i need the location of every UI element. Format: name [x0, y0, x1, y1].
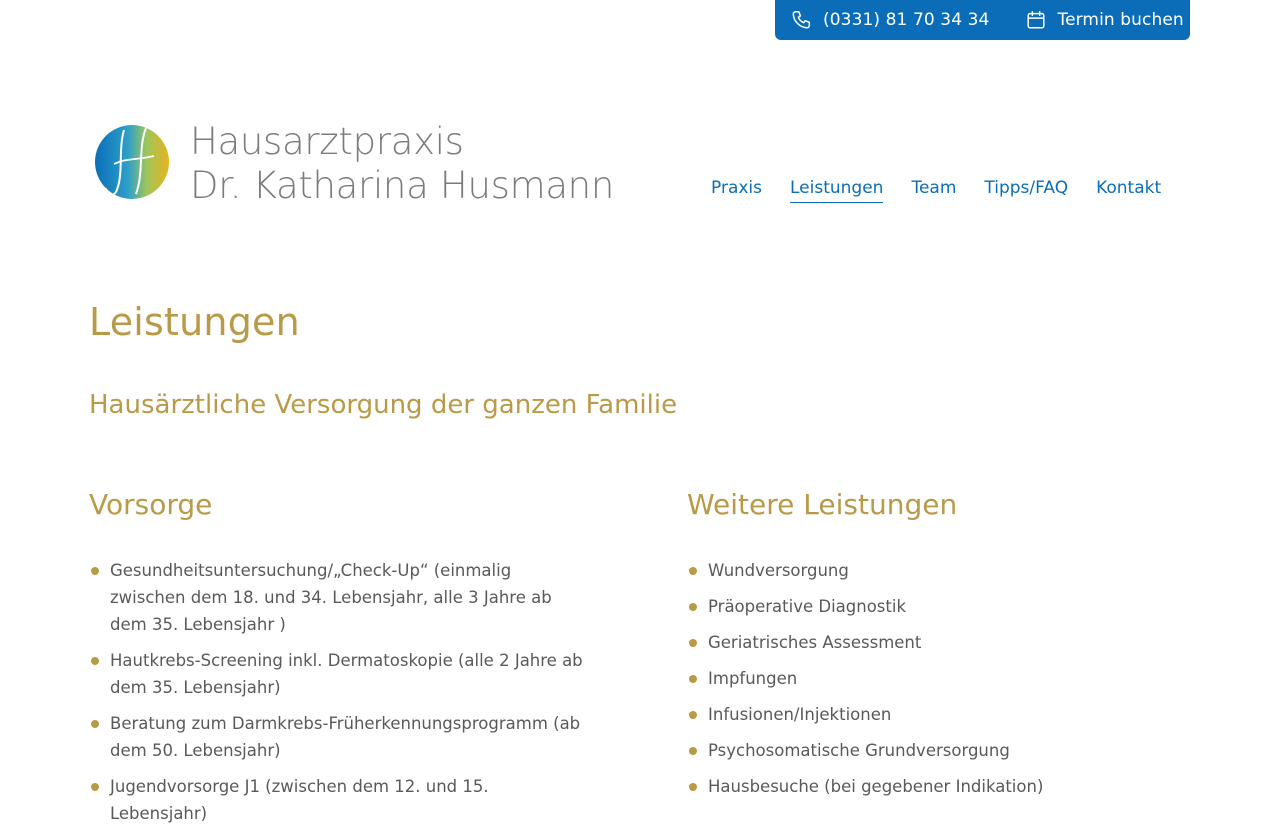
logo-mark-icon — [94, 120, 170, 200]
list-item — [687, 737, 1187, 764]
top-contact-bar — [775, 0, 1190, 40]
page-subtitle: Hausärztliche Versorgung der ganzen Familie — [89, 390, 678, 420]
list-item-text: Präoperative Diagnostik — [708, 597, 907, 616]
nav-item-team[interactable]: Team — [911, 178, 957, 198]
nav-item-leistungen[interactable]: Leistungen — [790, 178, 883, 203]
logo-line-1: Hausarztpraxis — [190, 120, 464, 163]
list-item — [687, 773, 1187, 800]
list-item-text: Hausbesuche (bei gegebener Indikation) — [708, 777, 1044, 796]
calendar-icon — [1025, 9, 1047, 31]
main-navigation — [711, 178, 1161, 203]
list-item — [89, 773, 589, 827]
list-item — [89, 557, 589, 638]
list-item-text: Beratung zum Darmkrebs-Früherkennungsprogramm (ab dem 50. Lebensjahr) — [110, 714, 581, 760]
bullet-icon — [91, 657, 99, 665]
list-item-text: Infusionen/Injektionen — [708, 705, 892, 724]
phone-number: (0331) 81 70 34 34 — [823, 10, 990, 30]
weitere-leistungen-heading: Weitere Leistungen — [687, 488, 958, 521]
list-item — [89, 710, 589, 764]
list-item — [687, 701, 1187, 728]
nav-item-kontakt[interactable]: Kontakt — [1096, 178, 1162, 198]
bullet-icon — [689, 747, 697, 755]
vorsorge-section — [89, 488, 589, 836]
weitere-leistungen-section — [687, 488, 1187, 809]
list-item-text: Gesundheitsuntersuchung/„Check-Up“ (einmalig zwischen dem 18. und 34. Lebensjahr, alle 3 Jahre ab dem 35. Lebensjahr ) — [110, 561, 552, 634]
vorsorge-heading: Vorsorge — [89, 488, 213, 521]
list-item-text: Wundversorgung — [708, 561, 849, 580]
list-item-text: Impfungen — [708, 669, 798, 688]
list-item — [687, 665, 1187, 692]
vorsorge-list — [89, 557, 589, 827]
list-item — [687, 557, 1187, 584]
logo-line-2: Dr. Katharina Husmann — [190, 164, 614, 207]
bullet-icon — [689, 675, 697, 683]
list-item-text: Jugendvorsorge J1 (zwischen dem 12. und 15. Lebensjahr) — [110, 777, 489, 823]
bullet-icon — [689, 603, 697, 611]
list-item — [687, 629, 1187, 656]
booking-label: Termin buchen — [1057, 10, 1184, 30]
bullet-icon — [689, 783, 697, 791]
list-item-text: Geriatrisches Assessment — [708, 633, 922, 652]
nav-item-praxis[interactable]: Praxis — [711, 178, 762, 198]
list-item — [89, 647, 589, 701]
practice-logo[interactable] — [94, 120, 614, 208]
phone-icon — [791, 9, 813, 31]
bullet-icon — [91, 567, 99, 575]
weitere-leistungen-list — [687, 557, 1187, 800]
bullet-icon — [91, 783, 99, 791]
nav-item-tipps-faq[interactable]: Tipps/FAQ — [984, 178, 1069, 198]
list-item-text: Psychosomatische Grundversorgung — [708, 741, 1010, 760]
list-item-text: Hautkrebs-Screening inkl. Dermatoskopie (alle 2 Jahre ab dem 35. Lebensjahr) — [110, 651, 583, 697]
booking-link[interactable] — [1025, 9, 1183, 31]
phone-link[interactable] — [791, 9, 989, 31]
list-item — [687, 593, 1187, 620]
page-title: Leistungen — [89, 300, 300, 344]
bullet-icon — [689, 711, 697, 719]
bullet-icon — [91, 720, 99, 728]
logo-text — [190, 120, 614, 208]
bullet-icon — [689, 567, 697, 575]
bullet-icon — [689, 639, 697, 647]
